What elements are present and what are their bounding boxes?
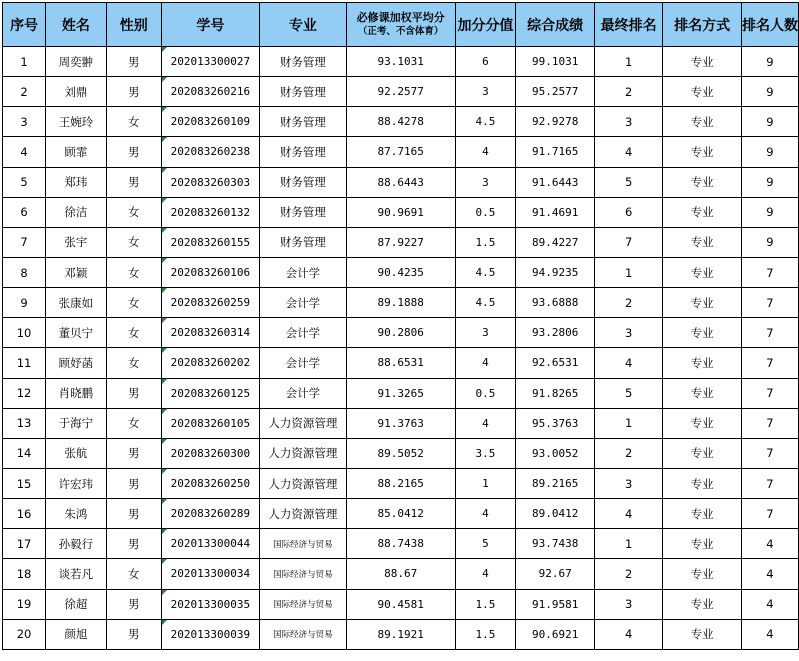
- cell-name[interactable]: 顾霏: [46, 137, 106, 167]
- cell-gender[interactable]: 男: [106, 438, 161, 468]
- cell-rank-method[interactable]: 专业: [663, 408, 742, 438]
- cell-name[interactable]: 董贝宁: [46, 318, 106, 348]
- cell-seq[interactable]: 3: [3, 107, 46, 137]
- table-row: [3, 288, 799, 318]
- cell-rank-method[interactable]: 专业: [663, 529, 742, 559]
- cell-rank-count[interactable]: 9: [741, 107, 798, 137]
- cell-seq[interactable]: 6: [3, 197, 46, 227]
- cell-gender[interactable]: 女: [106, 257, 161, 287]
- table-row: [3, 137, 799, 167]
- cell-total[interactable]: 95.3763: [516, 408, 595, 438]
- header-major[interactable]: 专业: [259, 3, 346, 47]
- cell-rank-count[interactable]: 7: [741, 288, 798, 318]
- cell-rank-count[interactable]: 7: [741, 468, 798, 498]
- table-row: [3, 378, 799, 408]
- cell-gender[interactable]: 男: [106, 468, 161, 498]
- table-row: [3, 47, 799, 77]
- cell-name[interactable]: 王婉玲: [46, 107, 106, 137]
- cell-gender[interactable]: 女: [106, 559, 161, 589]
- cell-student-id[interactable]: 202083260105: [161, 408, 259, 438]
- cell-student-id[interactable]: 202013300034: [161, 559, 259, 589]
- cell-gender[interactable]: 男: [106, 77, 161, 107]
- cell-bonus[interactable]: 1.5: [455, 227, 516, 257]
- cell-student-id[interactable]: 202083260125: [161, 378, 259, 408]
- cell-major[interactable]: 人力资源管理: [259, 408, 346, 438]
- cell-seq[interactable]: 17: [3, 529, 46, 559]
- cell-rank[interactable]: 1: [594, 529, 662, 559]
- cell-rank[interactable]: 2: [594, 438, 662, 468]
- cell-seq[interactable]: 10: [3, 318, 46, 348]
- cell-gpa[interactable]: 85.0412: [346, 499, 455, 529]
- header-rank[interactable]: 最终排名: [594, 3, 662, 47]
- cell-major[interactable]: 会计学: [259, 318, 346, 348]
- cell-bonus[interactable]: 3: [455, 77, 516, 107]
- header-rank-count[interactable]: 排名人数: [741, 3, 798, 47]
- header-gpa-title: 必修课加权平均分: [356, 10, 445, 24]
- cell-seq[interactable]: 16: [3, 499, 46, 529]
- header-name[interactable]: 姓名: [46, 3, 106, 47]
- table-row: [3, 559, 799, 589]
- cell-rank-method[interactable]: 专业: [663, 559, 742, 589]
- cell-major[interactable]: 会计学: [259, 378, 346, 408]
- cell-rank[interactable]: 3: [594, 589, 662, 619]
- cell-student-id[interactable]: 202083260106: [161, 257, 259, 287]
- table-row: [3, 499, 799, 529]
- cell-rank[interactable]: 3: [594, 107, 662, 137]
- cell-major[interactable]: 国际经济与贸易: [259, 589, 346, 619]
- cell-major[interactable]: 国际经济与贸易: [259, 529, 346, 559]
- cell-gpa[interactable]: 90.2806: [346, 318, 455, 348]
- cell-rank[interactable]: 2: [594, 559, 662, 589]
- header-student-id[interactable]: 学号: [161, 3, 259, 47]
- cell-bonus[interactable]: 5: [455, 529, 516, 559]
- cell-major[interactable]: 会计学: [259, 288, 346, 318]
- table-row: [3, 197, 799, 227]
- cell-rank[interactable]: 1: [594, 257, 662, 287]
- cell-gender[interactable]: 男: [106, 499, 161, 529]
- cell-student-id[interactable]: 202083260289: [161, 499, 259, 529]
- table-row: [3, 348, 799, 378]
- cell-rank[interactable]: 5: [594, 167, 662, 197]
- cell-major[interactable]: 人力资源管理: [259, 438, 346, 468]
- cell-rank-count[interactable]: 9: [741, 167, 798, 197]
- cell-student-id[interactable]: 202083260202: [161, 348, 259, 378]
- cell-gpa[interactable]: 87.7165: [346, 137, 455, 167]
- cell-gpa[interactable]: 92.2577: [346, 77, 455, 107]
- cell-rank-method[interactable]: 专业: [663, 107, 742, 137]
- cell-rank-count[interactable]: 7: [741, 408, 798, 438]
- cell-seq[interactable]: 19: [3, 589, 46, 619]
- table-row: [3, 529, 799, 559]
- cell-rank-method[interactable]: 专业: [663, 318, 742, 348]
- cell-name[interactable]: 邓颖: [46, 257, 106, 287]
- cell-rank-count[interactable]: 4: [741, 619, 798, 649]
- cell-name[interactable]: 顾妤菡: [46, 348, 106, 378]
- cell-gpa[interactable]: 88.6443: [346, 167, 455, 197]
- cell-name[interactable]: 张宇: [46, 227, 106, 257]
- cell-total[interactable]: 89.0412: [516, 499, 595, 529]
- cell-gender[interactable]: 男: [106, 47, 161, 77]
- cell-major[interactable]: 国际经济与贸易: [259, 559, 346, 589]
- cell-total[interactable]: 89.2165: [516, 468, 595, 498]
- cell-rank-method[interactable]: 专业: [663, 288, 742, 318]
- cell-gender[interactable]: 女: [106, 348, 161, 378]
- cell-gpa[interactable]: 88.67: [346, 559, 455, 589]
- cell-name[interactable]: 孙毅行: [46, 529, 106, 559]
- cell-gender[interactable]: 男: [106, 529, 161, 559]
- cell-rank-method[interactable]: 专业: [663, 197, 742, 227]
- header-gender[interactable]: 性别: [106, 3, 161, 47]
- cell-rank[interactable]: 4: [594, 619, 662, 649]
- cell-rank[interactable]: 2: [594, 288, 662, 318]
- cell-total[interactable]: 91.9581: [516, 589, 595, 619]
- cell-seq[interactable]: 18: [3, 559, 46, 589]
- cell-rank[interactable]: 4: [594, 348, 662, 378]
- cell-student-id[interactable]: 202083260132: [161, 197, 259, 227]
- cell-major[interactable]: 会计学: [259, 257, 346, 287]
- cell-bonus[interactable]: 3: [455, 167, 516, 197]
- table-row: [3, 619, 799, 649]
- cell-bonus[interactable]: 4: [455, 559, 516, 589]
- table-body: [3, 47, 799, 650]
- header-total[interactable]: 综合成绩: [516, 3, 595, 47]
- cell-total[interactable]: 91.4691: [516, 197, 595, 227]
- cell-total[interactable]: 90.6921: [516, 619, 595, 649]
- cell-student-id[interactable]: 202083260216: [161, 77, 259, 107]
- cell-student-id[interactable]: 202083260250: [161, 468, 259, 498]
- cell-rank-method[interactable]: 专业: [663, 227, 742, 257]
- cell-gpa[interactable]: 91.3265: [346, 378, 455, 408]
- cell-rank[interactable]: 1: [594, 47, 662, 77]
- cell-gpa[interactable]: 93.1031: [346, 47, 455, 77]
- cell-student-id[interactable]: 202013300039: [161, 619, 259, 649]
- cell-major[interactable]: 财务管理: [259, 167, 346, 197]
- cell-bonus[interactable]: 4: [455, 499, 516, 529]
- cell-total[interactable]: 91.8265: [516, 378, 595, 408]
- cell-seq[interactable]: 13: [3, 408, 46, 438]
- cell-bonus[interactable]: 4: [455, 137, 516, 167]
- cell-rank-count[interactable]: 7: [741, 318, 798, 348]
- cell-rank-count[interactable]: 9: [741, 197, 798, 227]
- cell-total[interactable]: 93.0052: [516, 438, 595, 468]
- table-row: [3, 257, 799, 287]
- cell-name[interactable]: 郑玮: [46, 167, 106, 197]
- cell-name[interactable]: 徐洁: [46, 197, 106, 227]
- table-row: [3, 408, 799, 438]
- cell-rank-count[interactable]: 7: [741, 348, 798, 378]
- cell-major[interactable]: 财务管理: [259, 47, 346, 77]
- cell-rank[interactable]: 5: [594, 378, 662, 408]
- cell-rank-method[interactable]: 专业: [663, 137, 742, 167]
- cell-total[interactable]: 94.9235: [516, 257, 595, 287]
- cell-total[interactable]: 99.1031: [516, 47, 595, 77]
- cell-name[interactable]: 张航: [46, 438, 106, 468]
- cell-rank-count[interactable]: 4: [741, 589, 798, 619]
- cell-seq[interactable]: 14: [3, 438, 46, 468]
- cell-gender[interactable]: 男: [106, 619, 161, 649]
- cell-total[interactable]: 92.67: [516, 559, 595, 589]
- cell-name[interactable]: 于海宁: [46, 408, 106, 438]
- cell-total[interactable]: 93.6888: [516, 288, 595, 318]
- cell-major[interactable]: 财务管理: [259, 107, 346, 137]
- cell-student-id[interactable]: 202083260300: [161, 438, 259, 468]
- cell-bonus[interactable]: 4.5: [455, 257, 516, 287]
- cell-seq[interactable]: 2: [3, 77, 46, 107]
- cell-gpa[interactable]: 89.1921: [346, 619, 455, 649]
- cell-rank-count[interactable]: 9: [741, 227, 798, 257]
- cell-major[interactable]: 人力资源管理: [259, 499, 346, 529]
- cell-rank-method[interactable]: 专业: [663, 378, 742, 408]
- cell-total[interactable]: 93.2806: [516, 318, 595, 348]
- cell-bonus[interactable]: 6: [455, 47, 516, 77]
- cell-rank[interactable]: 3: [594, 318, 662, 348]
- header-bonus[interactable]: 加分分值: [455, 3, 516, 47]
- cell-name[interactable]: 刘鼎: [46, 77, 106, 107]
- cell-name[interactable]: 周奕翀: [46, 47, 106, 77]
- cell-gender[interactable]: 男: [106, 137, 161, 167]
- header-rank-method[interactable]: 排名方式: [663, 3, 742, 47]
- cell-rank-method[interactable]: 专业: [663, 47, 742, 77]
- cell-gpa[interactable]: 90.4581: [346, 589, 455, 619]
- cell-total[interactable]: 92.6531: [516, 348, 595, 378]
- table-row: [3, 227, 799, 257]
- cell-rank-method[interactable]: 专业: [663, 438, 742, 468]
- cell-gpa[interactable]: 90.4235: [346, 257, 455, 287]
- cell-rank-method[interactable]: 专业: [663, 619, 742, 649]
- cell-seq[interactable]: 1: [3, 47, 46, 77]
- cell-seq[interactable]: 4: [3, 137, 46, 167]
- header-seq[interactable]: 序号: [3, 3, 46, 47]
- cell-student-id[interactable]: 202013300035: [161, 589, 259, 619]
- table-row: [3, 468, 799, 498]
- cell-student-id[interactable]: 202083260259: [161, 288, 259, 318]
- cell-gpa[interactable]: 88.6531: [346, 348, 455, 378]
- cell-gender[interactable]: 女: [106, 318, 161, 348]
- cell-bonus[interactable]: 1.5: [455, 619, 516, 649]
- cell-rank-count[interactable]: 7: [741, 378, 798, 408]
- cell-seq[interactable]: 15: [3, 468, 46, 498]
- cell-seq[interactable]: 5: [3, 167, 46, 197]
- cell-rank[interactable]: 4: [594, 499, 662, 529]
- cell-rank-method[interactable]: 专业: [663, 589, 742, 619]
- cell-gender[interactable]: 男: [106, 378, 161, 408]
- cell-bonus[interactable]: 0.5: [455, 378, 516, 408]
- cell-student-id[interactable]: 202013300027: [161, 47, 259, 77]
- cell-gender[interactable]: 女: [106, 107, 161, 137]
- ranking-table: [2, 2, 799, 650]
- cell-total[interactable]: 92.9278: [516, 107, 595, 137]
- cell-rank-method[interactable]: 专业: [663, 499, 742, 529]
- cell-name[interactable]: 朱鸿: [46, 499, 106, 529]
- cell-rank-count[interactable]: 7: [741, 499, 798, 529]
- cell-rank-method[interactable]: 专业: [663, 468, 742, 498]
- cell-name[interactable]: 谈若凡: [46, 559, 106, 589]
- cell-seq[interactable]: 11: [3, 348, 46, 378]
- header-row: [3, 3, 799, 47]
- cell-rank[interactable]: 7: [594, 227, 662, 257]
- cell-student-id[interactable]: 202083260109: [161, 107, 259, 137]
- cell-gpa[interactable]: 90.9691: [346, 197, 455, 227]
- cell-rank-count[interactable]: 4: [741, 559, 798, 589]
- cell-student-id[interactable]: 202013300044: [161, 529, 259, 559]
- cell-rank-count[interactable]: 9: [741, 137, 798, 167]
- cell-gpa[interactable]: 87.9227: [346, 227, 455, 257]
- cell-rank[interactable]: 6: [594, 197, 662, 227]
- cell-rank[interactable]: 2: [594, 77, 662, 107]
- cell-gpa[interactable]: 89.1888: [346, 288, 455, 318]
- table-row: [3, 318, 799, 348]
- cell-major[interactable]: 会计学: [259, 348, 346, 378]
- cell-gender[interactable]: 女: [106, 408, 161, 438]
- cell-gender[interactable]: 男: [106, 589, 161, 619]
- cell-gender[interactable]: 男: [106, 167, 161, 197]
- cell-gpa[interactable]: 91.3763: [346, 408, 455, 438]
- cell-rank-count[interactable]: 9: [741, 77, 798, 107]
- cell-name[interactable]: 许宏玮: [46, 468, 106, 498]
- cell-bonus[interactable]: 4: [455, 348, 516, 378]
- cell-student-id[interactable]: 202083260155: [161, 227, 259, 257]
- table-row: [3, 77, 799, 107]
- cell-student-id[interactable]: 202083260314: [161, 318, 259, 348]
- table-row: [3, 589, 799, 619]
- cell-seq[interactable]: 7: [3, 227, 46, 257]
- table-row: [3, 167, 799, 197]
- cell-rank-count[interactable]: 9: [741, 47, 798, 77]
- cell-major[interactable]: 财务管理: [259, 197, 346, 227]
- cell-name[interactable]: 肖晓鹏: [46, 378, 106, 408]
- cell-gpa[interactable]: 88.4278: [346, 107, 455, 137]
- cell-bonus[interactable]: 4: [455, 408, 516, 438]
- cell-rank-count[interactable]: 7: [741, 438, 798, 468]
- cell-total[interactable]: 93.7438: [516, 529, 595, 559]
- cell-bonus[interactable]: 0.5: [455, 197, 516, 227]
- cell-major[interactable]: 财务管理: [259, 227, 346, 257]
- cell-bonus[interactable]: 4.5: [455, 107, 516, 137]
- cell-rank-method[interactable]: 专业: [663, 348, 742, 378]
- cell-bonus[interactable]: 3.5: [455, 438, 516, 468]
- cell-rank[interactable]: 3: [594, 468, 662, 498]
- cell-total[interactable]: 91.6443: [516, 167, 595, 197]
- cell-total[interactable]: 89.4227: [516, 227, 595, 257]
- cell-rank[interactable]: 1: [594, 408, 662, 438]
- table-row: [3, 107, 799, 137]
- cell-major[interactable]: 财务管理: [259, 77, 346, 107]
- cell-bonus[interactable]: 1.5: [455, 589, 516, 619]
- cell-name[interactable]: 徐超: [46, 589, 106, 619]
- cell-gpa[interactable]: 88.2165: [346, 468, 455, 498]
- table-row: [3, 438, 799, 468]
- cell-major[interactable]: 国际经济与贸易: [259, 619, 346, 649]
- cell-bonus[interactable]: 3: [455, 318, 516, 348]
- header-gpa-note: （正考、不含体育）: [357, 25, 444, 37]
- cell-rank-method[interactable]: 专业: [663, 257, 742, 287]
- cell-gpa[interactable]: 88.7438: [346, 529, 455, 559]
- cell-student-id[interactable]: 202083260303: [161, 167, 259, 197]
- cell-bonus[interactable]: 1: [455, 468, 516, 498]
- cell-rank-count[interactable]: 7: [741, 257, 798, 287]
- cell-total[interactable]: 91.7165: [516, 137, 595, 167]
- cell-seq[interactable]: 12: [3, 378, 46, 408]
- cell-seq[interactable]: 8: [3, 257, 46, 287]
- cell-seq[interactable]: 9: [3, 288, 46, 318]
- cell-major[interactable]: 财务管理: [259, 137, 346, 167]
- cell-student-id[interactable]: 202083260238: [161, 137, 259, 167]
- cell-gender[interactable]: 女: [106, 197, 161, 227]
- cell-gender[interactable]: 女: [106, 227, 161, 257]
- cell-name[interactable]: 颜旭: [46, 619, 106, 649]
- cell-name[interactable]: 张康如: [46, 288, 106, 318]
- cell-total[interactable]: 95.2577: [516, 77, 595, 107]
- cell-rank-method[interactable]: 专业: [663, 167, 742, 197]
- cell-rank[interactable]: 4: [594, 137, 662, 167]
- header-gpa[interactable]: [346, 3, 455, 47]
- cell-major[interactable]: 人力资源管理: [259, 468, 346, 498]
- cell-gender[interactable]: 女: [106, 288, 161, 318]
- cell-rank-count[interactable]: 4: [741, 529, 798, 559]
- cell-rank-method[interactable]: 专业: [663, 77, 742, 107]
- cell-gpa[interactable]: 89.5052: [346, 438, 455, 468]
- cell-bonus[interactable]: 4.5: [455, 288, 516, 318]
- cell-seq[interactable]: 20: [3, 619, 46, 649]
